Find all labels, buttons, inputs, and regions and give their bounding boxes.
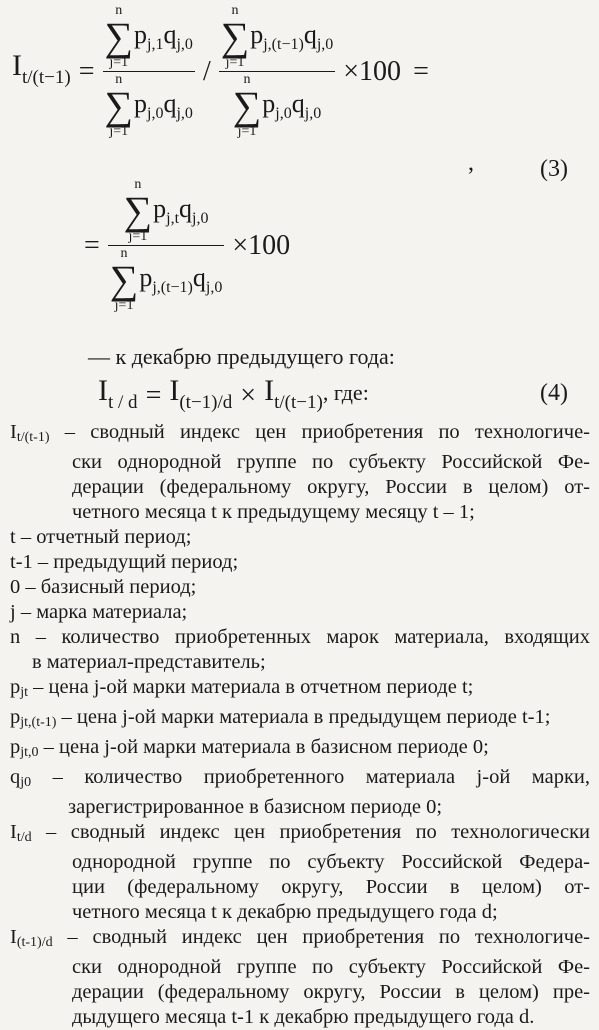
definition-item: It/(t-1) – сводный индекс цен приобретения по технологиче- ски однородной группе по субъекту Российской Фе- дерации (федеральному округу, России в целом) от- четного месяца t к предыдущему месяцу t – 1; bbox=[10, 421, 591, 523]
formula-3-comma: , bbox=[468, 150, 474, 176]
definition-item: It/d – сводный индекс цен приобретения по технологически однородной группе по субъекту Российской Федера- ции (федеральному округу, России в целом) от- четного месяца t к декабрю предыдущего года d; bbox=[10, 821, 591, 923]
division-slash: / bbox=[202, 55, 211, 87]
definition-item: j – марка материала; bbox=[10, 601, 188, 623]
definition-item: t-1 – предыдущий период; bbox=[10, 551, 239, 573]
definition-item: pjt – цена j-ой марки материала в отчетном периоде t; bbox=[10, 676, 474, 700]
fraction-1: n ∑ j=1 $p_{j,1}q_{j,0}$ n ∑ j=1 $p_{j,0}q_{j,0}$ bbox=[104, 3, 193, 139]
definition-item: t – отчетный период; bbox=[10, 526, 192, 548]
definition-item: pjt,(t-1) – цена j-ой марки материала в предыдущем периоде t-1; bbox=[10, 706, 551, 730]
definition-item: pjt,0 – цена j-ой марки материала в базисном периоде 0; bbox=[10, 736, 489, 760]
index-symbol: I bbox=[12, 49, 22, 83]
formula-3-line-1 bbox=[12, 4, 433, 139]
definition-item: I(t-1)/d – сводный индекс цен приобретения по технологиче- ски однородной группе по субъекту Российской Фе- дерации (федеральному округу, России в целом) пре- дыдущего месяца t-1 к декабрю предыдущего года d. bbox=[10, 926, 591, 1028]
definition-item: 0 – базисный период; bbox=[10, 576, 197, 598]
fraction-2: n ∑ j=1 $p_{j,(t-1)}q_{j,0}$ n ∑ j=1 $p_{j,0}q_{j,0}$ bbox=[220, 3, 334, 139]
formula-4: It / d = I(t−1)/d × It/(t−1), где: bbox=[98, 374, 369, 413]
times-100-2: ×100 bbox=[232, 229, 291, 261]
formula-3-line-2 bbox=[80, 178, 294, 313]
where-label: , где: bbox=[322, 380, 369, 405]
definition-item: qj0 – количество приобретенного материала j-ой марки, зарегистрированное в базисном периоде 0; bbox=[10, 766, 591, 818]
times-100: ×100 bbox=[343, 55, 402, 87]
fraction-3: n ∑ j=1 $p_{j,t}q_{j,0}$ n ∑ j=1 $p_{j,(t-1)}q_{j,0}$ bbox=[109, 177, 223, 313]
equals-sign-2: = bbox=[84, 229, 100, 261]
definition-item: n – количество приобретенных марок материала, входящих в материал-представитель; bbox=[10, 626, 590, 673]
trailing-equals: = bbox=[413, 55, 429, 87]
equals-sign: = bbox=[78, 55, 95, 87]
formula-4-number: (4) bbox=[540, 380, 568, 406]
section-heading: — к декабрю предыдущего года: bbox=[88, 344, 395, 369]
definitions-list bbox=[10, 420, 590, 1030]
formula-3-number: (3) bbox=[540, 156, 568, 182]
index-subscript: t/(t−1) bbox=[22, 67, 71, 89]
